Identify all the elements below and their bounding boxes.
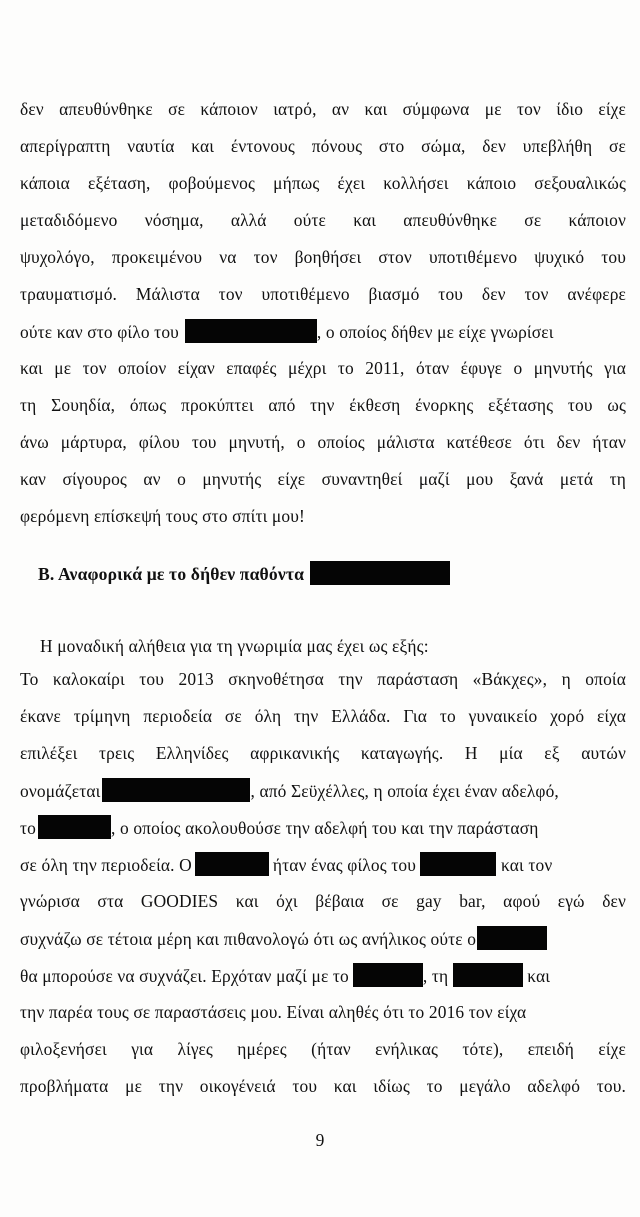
paragraph-line: κάποια εξέταση, φοβούμενος μήπως έχει κολλήσει κάποιο σεξουαλικώς <box>20 173 626 193</box>
paragraph-line: προβλήματα με την οικογένειά του και ιδίως το μεγάλο αδελφό του. <box>20 1076 626 1096</box>
line-text: , από Σεϋχέλλες, η οποία έχει έναν αδελφό, <box>250 781 559 801</box>
paragraph-line <box>20 852 626 877</box>
line-text: , ο οποίος ακολουθούσε την αδελφή του και την παράσταση <box>110 818 539 838</box>
line-text: ούτε καν στο φίλο του <box>20 322 179 342</box>
redaction-block <box>477 926 547 950</box>
redaction-block <box>102 778 250 802</box>
heading-text: Β. Αναφορικά με το δήθεν παθόντα <box>38 564 305 584</box>
paragraph-line: φερόμενη επίσκεψή τους στο σπίτι μου! <box>20 506 305 526</box>
paragraph-line: και με τον οποίον είχαν επαφές μέχρι το 2011, όταν έφυγε ο μηνυτής για <box>20 358 626 378</box>
paragraph-line: φιλοξενήσει για λίγες ημέρες (ήταν ενήλικας τότε), επειδή είχε <box>20 1039 626 1059</box>
page-number: 9 <box>315 1130 325 1150</box>
paragraph-line: Το καλοκαίρι του 2013 σκηνοθέτησα την παράσταση «Βάκχες», η οποία <box>20 669 626 689</box>
line-text: ήταν ένας φίλος του <box>272 855 417 875</box>
line-text: και τον <box>501 855 553 875</box>
paragraph-line: τραυματισμό. Μάλιστα τον υποτιθέμενο βιασμό του δεν τον ανέφερε <box>20 284 626 304</box>
line-text: το <box>20 818 36 838</box>
redaction-block <box>353 963 423 987</box>
paragraph-line: γνώρισα στα GOODIES και όχι βέβαια σε gay bar, αφού εγώ δεν <box>20 891 626 911</box>
line-text: ονομάζεται <box>20 781 101 801</box>
paragraph-intro: Η μοναδική αλήθεια για τη γνωριμία μας έχει ως εξής: <box>40 636 429 656</box>
paragraph-line: επιλέξει τρεις Ελληνίδες αφρικανικής καταγωγής. Η μία εξ αυτών <box>20 743 626 763</box>
redaction-block <box>38 815 111 839</box>
paragraph-line: απερίγραπτη ναυτία και έντονους πόνους στο σώμα, δεν υπεβλήθη σε <box>20 136 626 156</box>
paragraph-line: έκανε τρίμηνη περιοδεία σε όλη την Ελλάδα. Για το γυναικείο χορό είχα <box>20 706 626 726</box>
redaction-block <box>185 319 317 343</box>
section-heading <box>38 561 640 586</box>
paragraph-line: ψυχολόγο, προκειμένου να τον βοηθήσει στον υποτιθέμενο ψυχικό του <box>20 247 626 267</box>
paragraph-line: καν σίγουρος αν ο μηνυτής είχε συναντηθεί μαζί μου ξανά μετά τη <box>20 469 626 489</box>
paragraph-line: δεν απευθύνθηκε σε κάποιον ιατρό, αν και σύμφωνα με τον ίδιο είχε <box>20 99 626 119</box>
redaction-block <box>310 561 450 585</box>
redaction-block <box>453 963 523 987</box>
paragraph-line: την παρέα τους σε παραστάσεις μου. Είναι αληθές ότι το 2016 τον είχα <box>20 1002 527 1022</box>
paragraph-line: τη Σουηδία, όπως προκύπτει από την έκθεση ένορκης εξέτασης του ως <box>20 395 626 415</box>
redaction-block <box>420 852 496 876</box>
paragraph-line: μεταδιδόμενο νόσημα, αλλά ούτε και απευθύνθηκε σε κάποιον <box>20 210 626 230</box>
paragraph-line: άνω μάρτυρα, φίλου του μηνυτή, ο οποίος μάλιστα κατέθεσε ότι δεν ήταν <box>20 432 626 452</box>
line-text: και <box>527 966 551 986</box>
line-text: , τη <box>422 966 449 986</box>
paragraph-line <box>20 319 626 344</box>
line-text: θα μπορούσε να συχνάζει. Ερχόταν μαζί με το <box>20 966 349 986</box>
paragraph-line <box>20 926 632 951</box>
line-text: συχνάζω σε τέτοια μέρη και πιθανολογώ ότι ως ανήλικος ούτε ο <box>20 929 477 949</box>
paragraph-line <box>20 815 626 840</box>
redaction-block <box>195 852 269 876</box>
paragraph-line <box>20 963 626 988</box>
line-text: , ο οποίος δήθεν με είχε γνωρίσει <box>316 322 554 342</box>
paragraph-line <box>20 778 626 803</box>
line-text: σε όλη την περιοδεία. Ο <box>20 855 192 875</box>
